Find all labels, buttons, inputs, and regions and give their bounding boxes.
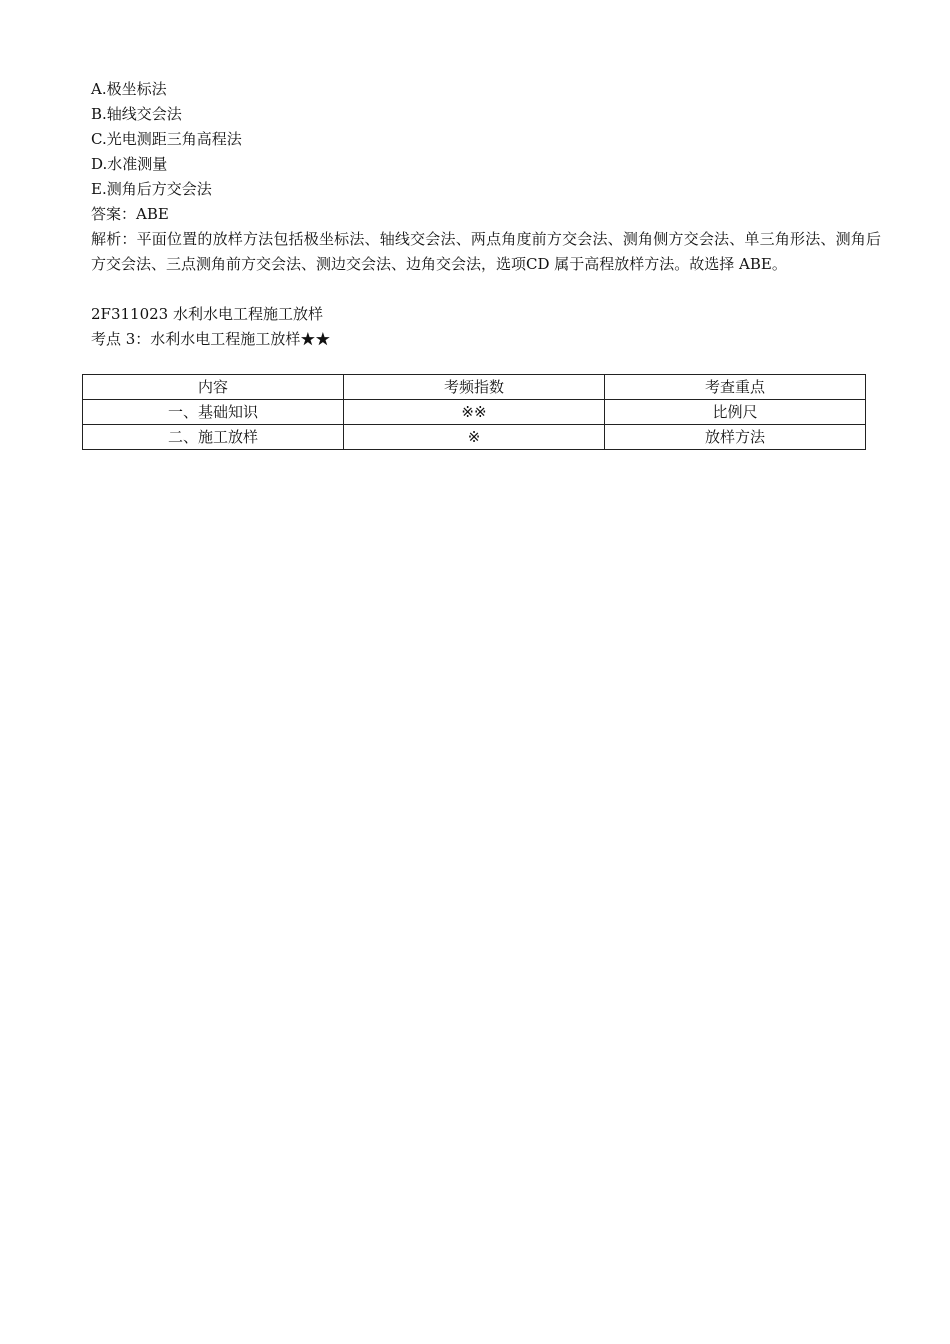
table-header-row bbox=[83, 375, 866, 400]
table-cell: 放样方法 bbox=[605, 425, 866, 450]
option-b: B.轴线交会法 bbox=[91, 105, 182, 123]
section-heading: 2F311023 水利水电工程施工放样 bbox=[91, 305, 323, 323]
kaodian-heading: 考点 3：水利水电工程施工放样★★ bbox=[91, 330, 331, 348]
exam-point-table bbox=[82, 374, 866, 450]
table-cell: ※※ bbox=[344, 400, 605, 425]
option-d: D.水准测量 bbox=[91, 155, 168, 173]
table-cell: 比例尺 bbox=[605, 400, 866, 425]
table-header-cell: 考查重点 bbox=[605, 375, 866, 400]
analysis-paragraph: 解析：平面位置的放样方法包括极坐标法、轴线交会法、两点角度前方交会法、测角侧方交会法、单三角形法、测角后方交会法、三点测角前方交会法、测边交会法、边角交会法，选项CD 属于高程放样方法。故选择 ABE。 bbox=[91, 230, 881, 273]
table-cell: ※ bbox=[344, 425, 605, 450]
table-cell: 一、基础知识 bbox=[83, 400, 344, 425]
table-header-cell: 内容 bbox=[83, 375, 344, 400]
option-e: E.测角后方交会法 bbox=[91, 180, 212, 198]
answer-line: 答案：ABE bbox=[91, 205, 169, 223]
option-c: C.光电测距三角高程法 bbox=[91, 130, 242, 148]
table-row bbox=[83, 425, 866, 450]
table-header-cell: 考频指数 bbox=[344, 375, 605, 400]
table-row bbox=[83, 400, 866, 425]
option-a: A.极坐标法 bbox=[91, 80, 167, 98]
table-cell: 二、施工放样 bbox=[83, 425, 344, 450]
question-block bbox=[91, 77, 881, 352]
spacer bbox=[91, 277, 881, 302]
